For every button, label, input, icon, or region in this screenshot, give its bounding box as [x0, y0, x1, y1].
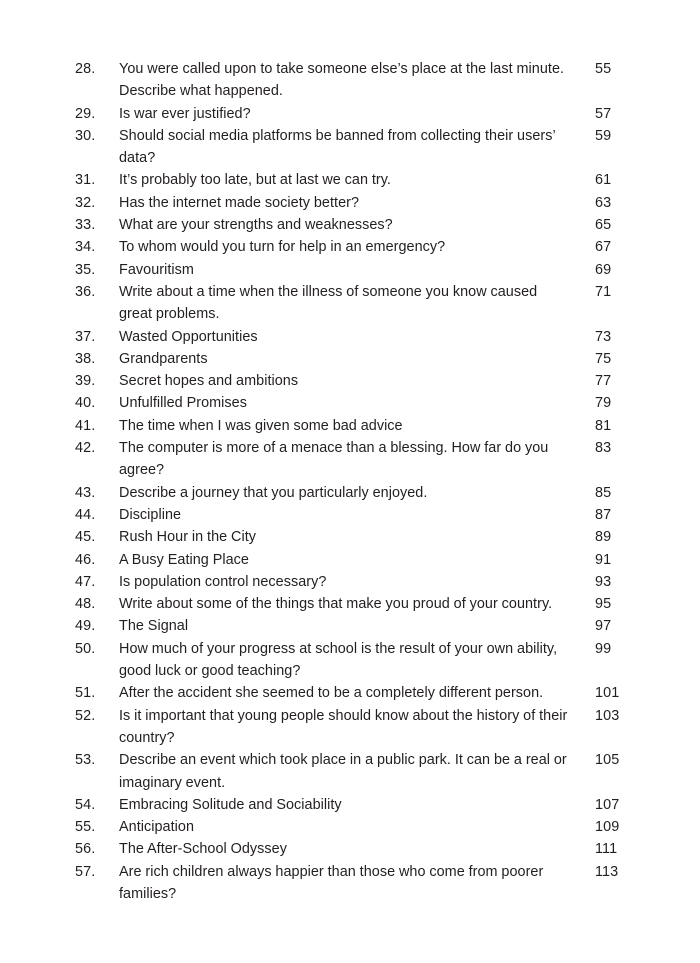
toc-entry-title[interactable]: The Signal	[119, 618, 189, 635]
toc-entry-number: 31.	[75, 172, 96, 189]
toc-entry[interactable]	[75, 571, 635, 593]
toc-entry[interactable]	[75, 259, 635, 281]
toc-entry-page-number: 85	[595, 484, 612, 501]
toc-entry-title[interactable]: After the accident she seemed to be a completely different person.	[119, 685, 544, 702]
toc-entry-page-number: 107	[595, 796, 620, 813]
toc-entry[interactable]	[75, 794, 635, 816]
toc-entry[interactable]	[75, 392, 635, 414]
toc-entry-page-number: 99	[595, 640, 612, 657]
toc-entry-title[interactable]: Is war ever justified?	[119, 105, 251, 122]
toc-entry-title[interactable]: Are rich children always happier than those who come from poorer families?	[119, 863, 544, 902]
toc-entry[interactable]	[75, 58, 635, 103]
toc-entry-page-number: 73	[595, 328, 612, 345]
toc-entry-page-number: 63	[595, 194, 612, 211]
toc-entry-page-number: 113	[595, 863, 619, 880]
toc-entry-page-number: 101	[595, 685, 620, 702]
toc-entry[interactable]	[75, 236, 635, 258]
toc-entry[interactable]	[75, 192, 635, 214]
toc-entry-number: 32.	[75, 194, 96, 211]
toc-entry-title[interactable]: The time when I was given some bad advice	[119, 417, 403, 434]
toc-entry-title[interactable]: Grandparents	[119, 350, 208, 367]
toc-entry-title[interactable]: Write about a time when the illness of someone you know caused great problems.	[119, 283, 538, 323]
toc-entry-number: 50.	[75, 640, 96, 657]
toc-entry-title[interactable]: Secret hopes and ambitions	[119, 373, 299, 390]
toc-entry-number: 57.	[75, 863, 96, 880]
toc-entry-number: 55.	[75, 819, 96, 836]
toc-entry-page-number: 59	[595, 127, 612, 144]
toc-entry-number: 49.	[75, 618, 96, 635]
toc-entry-number: 33.	[75, 217, 96, 234]
toc-entry-title[interactable]: Embracing Solitude and Sociability	[119, 796, 342, 813]
toc-entry[interactable]	[75, 593, 635, 615]
toc-entry-page-number: 67	[595, 239, 612, 256]
toc-entry[interactable]	[75, 326, 635, 348]
toc-entry-page-number: 79	[595, 395, 612, 412]
toc-entry-page-number: 97	[595, 618, 612, 635]
toc-entry-number: 36.	[75, 283, 96, 300]
toc-entry-number: 56.	[75, 841, 96, 858]
toc-entry-number: 34.	[75, 239, 96, 256]
toc-entry-page-number: 69	[595, 261, 612, 278]
toc-entry-number: 40.	[75, 395, 96, 412]
toc-entry-page-number: 77	[595, 373, 612, 390]
toc-entry-title[interactable]: Discipline	[119, 506, 182, 523]
toc-entry-number: 28.	[75, 61, 96, 77]
toc-entry[interactable]	[75, 682, 635, 704]
toc-entry-page-number: 95	[595, 596, 612, 613]
toc-entry-title[interactable]: Is it important that young people should know about the history of their country?	[119, 707, 568, 746]
toc-entry[interactable]	[75, 615, 635, 637]
toc-entry[interactable]	[75, 549, 635, 571]
toc-entry[interactable]	[75, 838, 635, 860]
toc-entry-title[interactable]: Describe a journey that you particularly enjoyed.	[119, 484, 428, 501]
toc-entry-number: 43.	[75, 484, 96, 501]
toc-entry-page-number: 61	[595, 172, 612, 189]
toc-entry-page-number: 93	[595, 573, 612, 590]
toc-entry-title[interactable]: Anticipation	[119, 819, 194, 836]
toc-entry-number: 54.	[75, 796, 96, 813]
toc-entry[interactable]	[75, 705, 635, 750]
toc-entry-title[interactable]: Should social media platforms be banned from collecting their users’ data?	[119, 127, 556, 167]
toc-entry-title[interactable]: The computer is more of a menace than a blessing. How far do you agree?	[119, 440, 549, 479]
toc-entry[interactable]	[75, 415, 635, 437]
toc-entry[interactable]	[75, 526, 635, 548]
toc-entry-title[interactable]: It’s probably too late, but at last we can try.	[119, 172, 391, 189]
toc-entry-title[interactable]: A Busy Eating Place	[119, 551, 249, 568]
toc-entry-page-number: 55	[595, 61, 612, 77]
toc-entry-title[interactable]: You were called upon to take someone else’s place at the last minute. Describe what happened.	[119, 61, 565, 100]
toc-entry-number: 53.	[75, 752, 96, 769]
toc-entry-number: 48.	[75, 596, 96, 613]
toc-entry[interactable]	[75, 281, 635, 326]
toc-entry[interactable]	[75, 103, 635, 125]
toc-entry-title[interactable]: To whom would you turn for help in an emergency?	[119, 239, 446, 256]
toc-entry[interactable]	[75, 437, 635, 482]
toc-entry-title[interactable]: Is population control necessary?	[119, 573, 327, 590]
toc-entry-title[interactable]: Unfulfilled Promises	[119, 395, 247, 412]
toc-entry-page-number: 71	[595, 283, 612, 300]
toc-entry[interactable]	[75, 504, 635, 526]
toc-entry[interactable]	[75, 214, 635, 236]
toc-entry-number: 39.	[75, 373, 96, 390]
toc-entry-page-number: 81	[595, 417, 612, 434]
toc-entry[interactable]	[75, 348, 635, 370]
toc-entry-number: 38.	[75, 350, 96, 367]
toc-entry-page-number: 111	[595, 841, 618, 858]
toc-entry-page-number: 75	[595, 350, 612, 367]
toc-entry-title[interactable]: What are your strengths and weaknesses?	[119, 217, 393, 234]
toc-entry-page-number: 109	[595, 819, 620, 836]
toc-entry-page-number: 91	[595, 551, 612, 568]
toc-entry-number: 52.	[75, 707, 96, 724]
toc-entry[interactable]	[75, 482, 635, 504]
toc-entry-number: 29.	[75, 105, 96, 122]
toc-entry-number: 47.	[75, 573, 96, 590]
toc-entry-number: 51.	[75, 685, 96, 702]
toc-entry-number: 46.	[75, 551, 96, 568]
toc-entry[interactable]	[75, 169, 635, 191]
toc-entry-number: 30.	[75, 127, 96, 144]
toc-entry[interactable]	[75, 638, 635, 683]
toc-entry-page-number: 89	[595, 529, 612, 546]
toc-entry-page-number: 103	[595, 707, 620, 724]
toc-entry-number: 45.	[75, 529, 96, 546]
toc-entry-page-number: 105	[595, 752, 620, 769]
toc-entry-title[interactable]: How much of your progress at school is the result of your own ability, good luck or good teaching?	[119, 640, 558, 680]
toc-entry-number: 44.	[75, 506, 96, 523]
toc-entry-title[interactable]: Write about some of the things that make you proud of your country.	[119, 596, 553, 613]
toc-entry[interactable]	[75, 749, 635, 794]
toc-entry-number: 42.	[75, 440, 96, 457]
toc-entry-title[interactable]: Has the internet made society better?	[119, 194, 360, 211]
toc-entry-title[interactable]: The After-School Odyssey	[119, 841, 287, 858]
toc-entry-page-number: 87	[595, 506, 612, 523]
toc-entry-number: 35.	[75, 261, 96, 278]
toc-entry-title[interactable]: Wasted Opportunities	[119, 328, 258, 345]
toc-entry-page-number: 83	[595, 440, 612, 457]
toc-entry-list	[75, 58, 635, 905]
toc-entry-title[interactable]: Rush Hour in the City	[119, 529, 257, 546]
toc-entry[interactable]	[75, 861, 635, 906]
toc-entry-title[interactable]: Favouritism	[119, 261, 194, 278]
toc-entry-page-number: 65	[595, 217, 612, 234]
toc-entry[interactable]	[75, 125, 635, 170]
toc-entry-page-number: 57	[595, 105, 612, 122]
toc-entry[interactable]	[75, 370, 635, 392]
toc-entry-title[interactable]: Describe an event which took place in a public park. It can be a real or imaginary event.	[119, 752, 567, 791]
toc-entry[interactable]	[75, 816, 635, 838]
toc-entry-number: 37.	[75, 328, 96, 345]
toc-entry-number: 41.	[75, 417, 96, 434]
